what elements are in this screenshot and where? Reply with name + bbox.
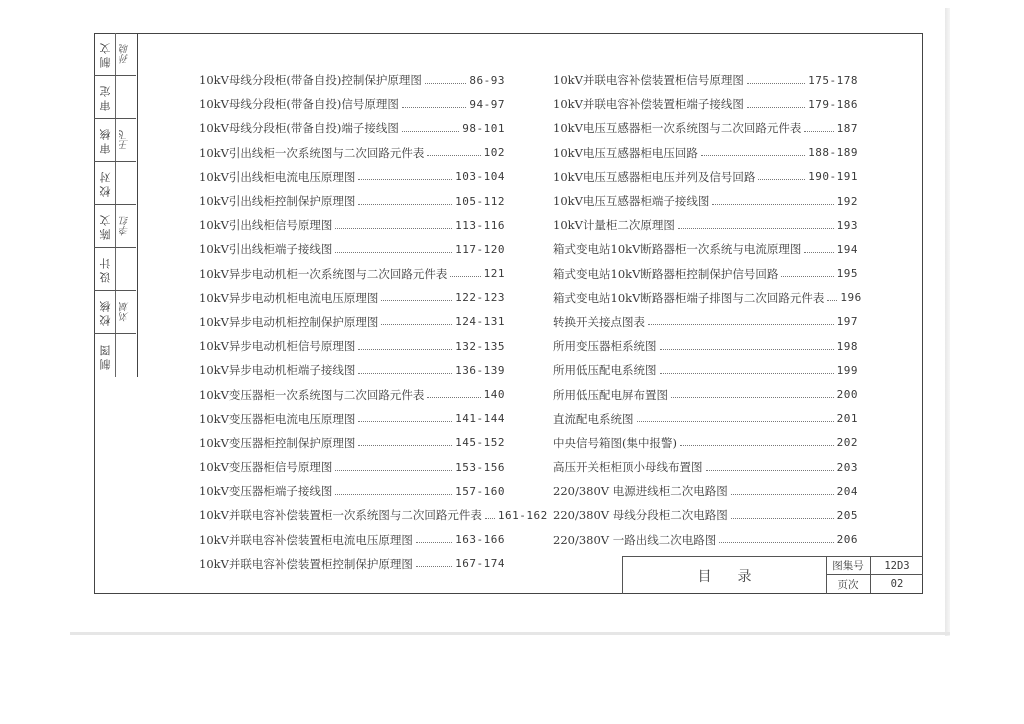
toc-entry[interactable] [199, 92, 505, 116]
toc-pages: 202 [836, 436, 858, 450]
toc-entry[interactable] [199, 310, 505, 334]
atlas-number-value: 12D3 [884, 559, 910, 572]
toc-title: 220/380V 一路出线二次电路图 [553, 532, 717, 547]
dot-leader [731, 518, 834, 519]
toc-entry[interactable] [553, 334, 858, 358]
toc-entry[interactable] [553, 286, 862, 310]
toc-entry[interactable] [553, 431, 858, 455]
dot-leader [781, 276, 833, 277]
dot-leader [358, 179, 452, 180]
dot-leader [358, 349, 452, 350]
toc-title: 10kV电压互感器柜电压回路 [553, 145, 698, 160]
toc-entry[interactable] [553, 165, 858, 189]
toc-pages: 140 [483, 388, 505, 402]
toc-entry[interactable] [199, 407, 505, 431]
toc-entry[interactable] [199, 141, 505, 165]
toc-pages: 157-160 [455, 484, 505, 498]
dot-leader [719, 542, 833, 543]
dot-leader [335, 470, 452, 471]
toc-pages: 102 [483, 146, 505, 160]
toc-pages: 204 [836, 484, 858, 498]
toc-pages: 153-156 [455, 460, 505, 474]
toc-title: 10kV电压互感器柜端子接线图 [553, 194, 710, 209]
toc-pages: 197 [836, 315, 858, 329]
toc-pages: 187 [836, 121, 858, 135]
sign-label: 制图 [98, 341, 112, 370]
toc-entry[interactable] [553, 262, 858, 286]
atlas-number-label: 图集号 [826, 557, 871, 574]
dot-leader [335, 252, 452, 253]
toc-pages: 200 [836, 388, 858, 402]
toc-title: 箱式变电站10kV断路器柜端子排图与二次回路元件表 [553, 290, 825, 305]
toc-title: 10kV异步电动机柜一次系统图与二次回路元件表 [199, 266, 448, 281]
toc-pages: 105-112 [455, 194, 505, 208]
toc-entry[interactable] [553, 141, 858, 165]
toc-entry[interactable] [199, 237, 505, 261]
toc-entry[interactable] [553, 479, 858, 503]
toc-entry[interactable] [553, 382, 858, 406]
dot-leader [827, 300, 837, 301]
toc-left-column [199, 68, 548, 576]
toc-title: 10kV计量柜二次原理图 [553, 218, 675, 233]
dot-leader [680, 445, 834, 446]
sign-label: 制文 [98, 40, 112, 68]
title-block-title-cell [623, 557, 827, 594]
toc-entry[interactable] [553, 189, 858, 213]
toc-title: 10kV引出线柜端子接线图 [199, 242, 333, 257]
toc-entry[interactable] [553, 310, 858, 334]
dot-leader [358, 421, 452, 422]
sign-label: 陈文 [98, 212, 112, 240]
dot-leader [416, 542, 452, 543]
toc-pages: 194 [836, 242, 858, 256]
toc-title: 10kV引出线柜一次系统图与二次回路元件表 [199, 145, 425, 160]
toc-pages: 136-139 [455, 363, 505, 377]
dot-leader [402, 107, 466, 108]
toc-entry[interactable] [553, 358, 858, 382]
sign-signature: 孙晓 [120, 44, 131, 64]
toc-entry[interactable] [553, 213, 858, 237]
page-number-value: 02 [890, 578, 904, 590]
toc-entry[interactable] [199, 189, 505, 213]
toc-pages: 175-178 [808, 73, 858, 87]
toc-entry[interactable] [553, 407, 858, 431]
toc-title: 所用低压配电系统图 [553, 363, 657, 378]
toc-title: 10kV变压器柜信号原理图 [199, 460, 333, 475]
sign-cell-1 [94, 334, 136, 377]
toc-pages: 86-93 [469, 73, 505, 87]
sign-label: 审定 [98, 83, 112, 111]
sign-label: 审核 [98, 126, 112, 154]
dot-leader [425, 83, 466, 84]
toc-entry[interactable] [199, 334, 505, 358]
dot-leader [358, 373, 452, 374]
toc-title: 中央信号箱图(集中报警) [553, 435, 677, 450]
sign-cell-8 [94, 33, 136, 76]
toc-entry[interactable] [199, 213, 505, 237]
dot-leader [758, 179, 805, 180]
sign-cell-6 [94, 119, 136, 162]
atlas-number-row [826, 557, 923, 575]
toc-entry[interactable] [199, 552, 505, 576]
scan-edge-right [945, 8, 950, 636]
toc-title: 10kV并联电容补偿装置柜端子接线图 [553, 97, 744, 112]
sign-cell-3 [94, 248, 136, 291]
dot-leader [731, 494, 834, 495]
toc-pages: 161-162 [497, 508, 548, 522]
toc-pages: 196 [840, 291, 862, 305]
dot-leader [402, 131, 459, 132]
toc-title: 所用低压配电屏布置图 [553, 387, 668, 402]
toc-title: 220/380V 电源进线柜二次电路图 [553, 484, 728, 499]
dot-leader [660, 349, 834, 350]
toc-pages: 113-116 [455, 218, 505, 232]
dot-leader [701, 155, 805, 156]
dot-leader [637, 421, 834, 422]
dot-leader [358, 204, 452, 205]
sign-cell-4 [94, 205, 136, 248]
dot-leader [381, 300, 452, 301]
toc-title: 转换开关接点图表 [553, 314, 645, 329]
toc-pages: 188-189 [808, 146, 858, 160]
toc-pages: 205 [836, 508, 858, 522]
sign-signature: 刘斌 [120, 302, 131, 322]
toc-title: 10kV引出线柜控制保护原理图 [199, 194, 356, 209]
toc-title: 220/380V 母线分段柜二次电路图 [553, 508, 728, 523]
toc-entry[interactable] [199, 479, 505, 503]
dot-leader [671, 397, 834, 398]
toc-title: 10kV变压器柜电流电压原理图 [199, 411, 356, 426]
toc-entry[interactable] [199, 358, 505, 382]
toc-title: 所用变压器柜系统图 [553, 339, 657, 354]
toc-pages: 201 [836, 412, 858, 426]
toc-title: 10kV电压互感器柜一次系统图与二次回路元件表 [553, 121, 802, 136]
toc-entry[interactable] [199, 455, 505, 479]
toc-entry[interactable] [199, 431, 505, 455]
toc-pages: 167-174 [455, 557, 505, 571]
toc-entry[interactable] [199, 116, 505, 140]
toc-entry[interactable] [199, 528, 505, 552]
dot-leader [358, 445, 452, 446]
toc-entry[interactable] [199, 286, 505, 310]
toc-pages: 141-144 [455, 412, 505, 426]
toc-pages: 192 [836, 194, 858, 208]
toc-pages: 206 [836, 533, 858, 547]
toc-right-column [553, 68, 862, 552]
sign-cell-2 [94, 291, 136, 334]
toc-title: 10kV变压器柜一次系统图与二次回路元件表 [199, 387, 425, 402]
toc-title: 10kV异步电动机柜控制保护原理图 [199, 314, 379, 329]
toc-pages: 98-101 [462, 121, 505, 135]
sign-signature: 李红 [120, 216, 131, 236]
toc-title: 10kV电压互感器柜电压并列及信号回路 [553, 169, 756, 184]
toc-title: 10kV并联电容补偿装置柜电流电压原理图 [199, 532, 413, 547]
toc-title: 10kV引出线柜电流电压原理图 [199, 169, 356, 184]
toc-title: 直流配电系统图 [553, 411, 634, 426]
toc-pages: 195 [836, 267, 858, 281]
dot-leader [648, 324, 834, 325]
toc-pages: 103-104 [455, 170, 505, 184]
sign-cell-7 [94, 76, 136, 119]
toc-entry[interactable] [553, 528, 858, 552]
dot-leader [450, 276, 480, 277]
dot-leader [747, 83, 805, 84]
toc-entry[interactable] [553, 455, 858, 479]
toc-pages: 124-131 [455, 315, 505, 329]
toc-pages: 198 [836, 339, 858, 353]
toc-pages: 190-191 [808, 170, 858, 184]
toc-title: 10kV母线分段柜(带备自投)端子接线图 [199, 121, 399, 136]
dot-leader [335, 228, 452, 229]
toc-title: 高压开关柜柜顶小母线布置图 [553, 460, 703, 475]
toc-title: 10kV变压器柜端子接线图 [199, 484, 333, 499]
toc-title: 10kV异步电动机柜电流电压原理图 [199, 290, 379, 305]
title-block [622, 556, 923, 594]
toc-title: 10kV并联电容补偿装置柜控制保护原理图 [199, 556, 413, 571]
toc-title: 10kV并联电容补偿装置柜信号原理图 [553, 73, 744, 88]
page-number-row [826, 575, 923, 593]
toc-pages: 163-166 [455, 533, 505, 547]
sign-label: 校对 [98, 169, 112, 197]
dot-leader [678, 228, 834, 229]
toc-pages: 179-186 [808, 97, 858, 111]
dot-leader [381, 324, 452, 325]
dot-leader [804, 252, 833, 253]
toc-entry[interactable] [199, 382, 505, 406]
toc-title: 10kV异步电动机柜信号原理图 [199, 339, 356, 354]
toc-entry[interactable] [199, 503, 548, 527]
dot-leader [427, 155, 480, 156]
dot-leader [804, 131, 833, 132]
toc-entry[interactable] [553, 68, 858, 92]
toc-entry[interactable] [199, 165, 505, 189]
toc-entry[interactable] [553, 237, 858, 261]
toc-pages: 117-120 [455, 242, 505, 256]
sign-cell-5 [94, 162, 136, 205]
sign-label: 校核 [98, 298, 112, 326]
toc-entry[interactable] [199, 68, 505, 92]
toc-entry[interactable] [553, 503, 858, 527]
page-number-label: 页次 [826, 575, 871, 593]
dot-leader [416, 566, 452, 567]
toc-title: 10kV变压器柜控制保护原理图 [199, 435, 356, 450]
dot-leader [712, 204, 833, 205]
toc-title: 箱式变电站10kV断路器柜一次系统与电流原理图 [553, 242, 802, 257]
toc-title: 10kV母线分段柜(带备自投)信号原理图 [199, 97, 399, 112]
toc-pages: 122-123 [455, 291, 505, 305]
dot-leader [335, 494, 452, 495]
dot-leader [485, 518, 495, 519]
toc-entry[interactable] [199, 262, 505, 286]
sign-signature: 王飞 [120, 130, 131, 150]
page-title: 目录 [697, 568, 778, 585]
toc-entry[interactable] [553, 92, 858, 116]
toc-title: 10kV异步电动机柜端子接线图 [199, 363, 356, 378]
dot-leader [427, 397, 480, 398]
toc-title: 10kV母线分段柜(带备自投)控制保护原理图 [199, 73, 422, 88]
scan-edge-bottom [70, 632, 950, 635]
toc-pages: 94-97 [469, 97, 505, 111]
sign-label: 设计 [98, 255, 112, 283]
toc-title: 箱式变电站10kV断路器柜控制保护信号回路 [553, 266, 779, 281]
toc-title: 10kV并联电容补偿装置柜一次系统图与二次回路元件表 [199, 508, 482, 523]
toc-pages: 121 [483, 267, 505, 281]
toc-title: 10kV引出线柜信号原理图 [199, 218, 333, 233]
dot-leader [660, 373, 834, 374]
toc-pages: 193 [836, 218, 858, 232]
toc-pages: 203 [836, 460, 858, 474]
dot-leader [747, 107, 805, 108]
toc-pages: 145-152 [455, 436, 505, 450]
signature-column [94, 33, 138, 377]
toc-pages: 199 [836, 363, 858, 377]
toc-pages: 132-135 [455, 339, 505, 353]
toc-entry[interactable] [553, 116, 858, 140]
dot-leader [706, 470, 834, 471]
